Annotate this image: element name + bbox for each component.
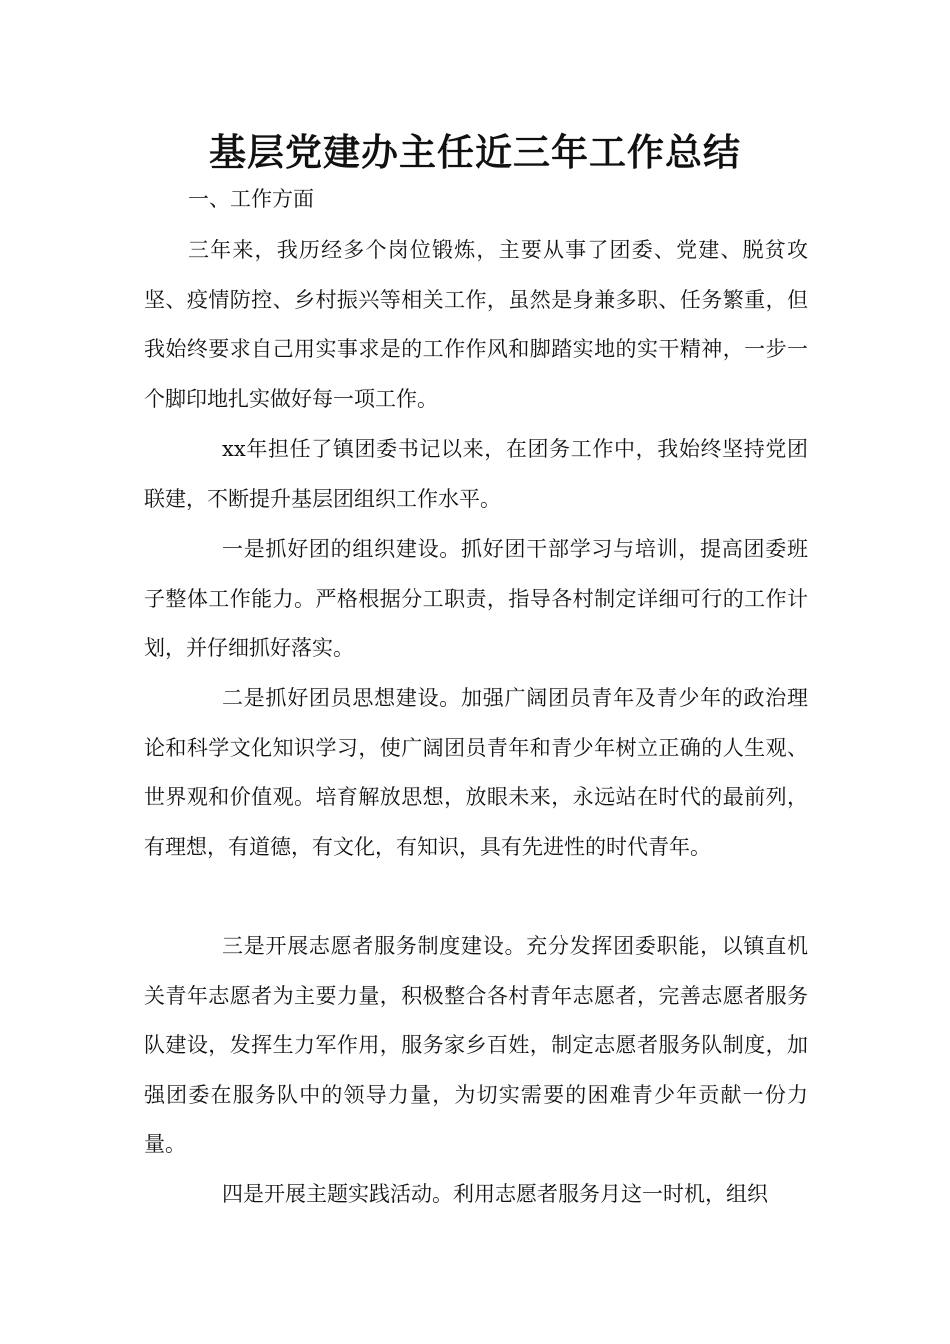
section-heading: 一、工作方面 xyxy=(188,187,314,211)
paragraph-2: xx年担任了镇团委书记以来，在团务工作中，我始终坚持党团联建，不断提升基层团组织工作水平。 xyxy=(144,437,808,511)
paragraph-4: 二是抓好团员思想建设。加强广阔团员青年及青少年的政治理论和科学文化知识学习，使广阔团员青年和青少年树立正确的人生观、世界观和价值观。培育解放思想，放眼未来，永远站在时代的最前列，有理想，有道德，有文化，有知识，具有先进性的时代青年。 xyxy=(144,686,808,859)
paragraph-3: 一是抓好团的组织建设。抓好团干部学习与培训，提高团委班子整体工作能力。严格根据分工职责，指导各村制定详细可行的工作计划，并仔细抓好落实。 xyxy=(144,537,808,660)
paragraph-6: 四是开展主题实践活动。利用志愿者服务月这一时机，组织 xyxy=(222,1182,768,1206)
paragraph-1: 三年来，我历经多个岗位锻炼，主要从事了团委、党建、脱贫攻坚、疫情防控、乡村振兴等相关工作，虽然是身兼多职、任务繁重，但我始终要求自己用实事求是的工作作风和脚踏实地的实干精神，一步一个脚印地扎实做好每一项工作。 xyxy=(144,238,808,411)
paragraph-5: 三是开展志愿者服务制度建设。充分发挥团委职能，以镇直机关青年志愿者为主要力量，积极整合各村青年志愿者，完善志愿者服务队建设，发挥生力军作用，服务家乡百姓，制定志愿者服务队制度，加强团委在服务队中的领导力量，为切实需要的困难青少年贡献一份力量。 xyxy=(144,934,808,1156)
document-title: 基层党建办主任近三年工作总结 xyxy=(209,131,741,174)
